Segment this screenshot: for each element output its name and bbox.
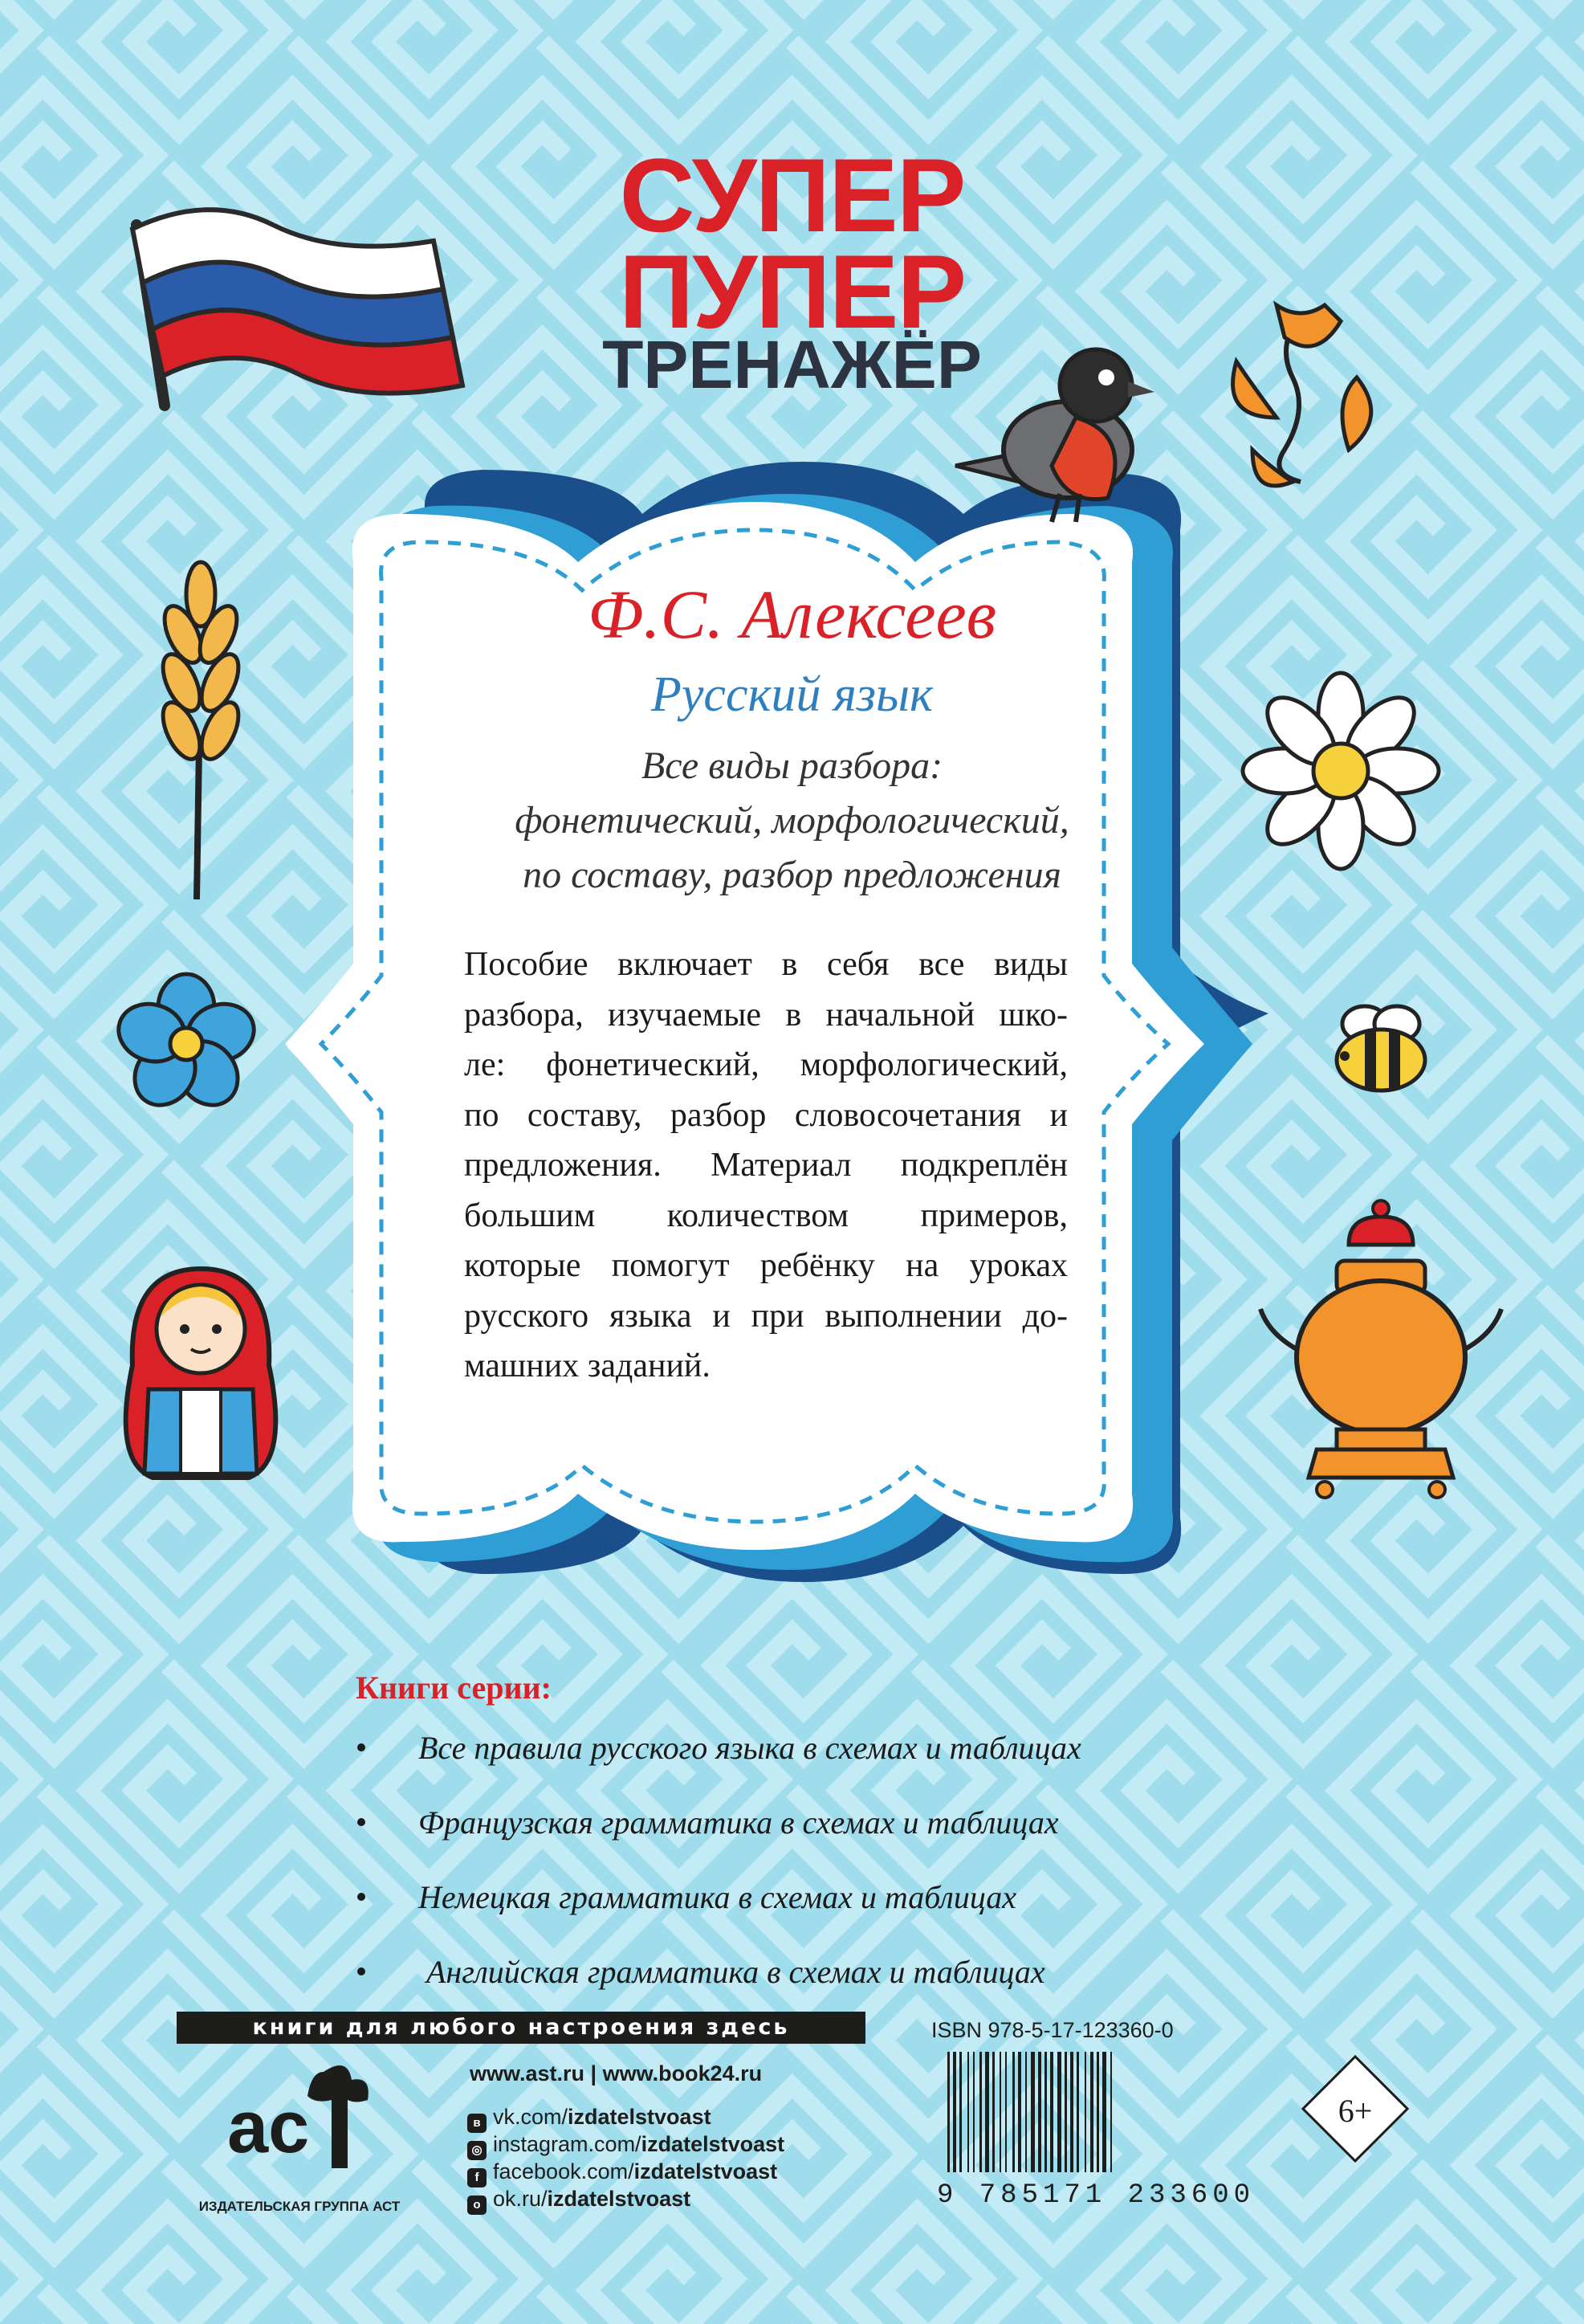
- vk-icon: в: [467, 2114, 487, 2133]
- description-line: разбора, изучаемые в начальной шко-: [464, 996, 1068, 1034]
- matryoshka-illustration: [126, 1269, 276, 1478]
- series-title-line3: ТРЕНАЖЁР: [602, 327, 982, 402]
- social-link-facebook[interactable]: [467, 2159, 777, 2187]
- bullet-icon: [357, 1893, 365, 1901]
- barcode-bar: [1077, 2052, 1079, 2172]
- bullet-icon: [357, 1818, 365, 1826]
- barcode-bar: [979, 2052, 982, 2172]
- barcode-bar: [1044, 2052, 1047, 2172]
- series-book-title: Все правила русского языка в схемах и таблицах: [418, 1730, 1081, 1766]
- barcode-digits: 9 785171 233600: [936, 2180, 1256, 2211]
- barcode-bar: [1110, 2052, 1112, 2172]
- description-line: ле: фонетический, морфологический,: [464, 1046, 1068, 1083]
- barcode-bar: [1097, 2052, 1099, 2172]
- svg-text:ас: ас: [227, 2086, 310, 2168]
- barcode-bar: [1070, 2052, 1073, 2172]
- book-subtitle: [0, 739, 1584, 903]
- barcode-bar: [1031, 2052, 1035, 2172]
- social-link-ok[interactable]: [467, 2187, 690, 2215]
- series-book-title: Немецкая грамматика в схемах и таблицах: [418, 1879, 1017, 1915]
- barcode-bar: [1057, 2052, 1061, 2172]
- social-prefix: facebook.com/: [493, 2159, 634, 2183]
- author-name: Ф.С. Алексеев: [587, 576, 997, 653]
- barcode-bar: [1050, 2052, 1053, 2172]
- barcode-bar: [1102, 2052, 1106, 2172]
- description-line: машних заданий.: [464, 1348, 711, 1384]
- description-line: предложения. Материал подкреплён: [464, 1147, 1068, 1184]
- social-link-vk[interactable]: [467, 2105, 711, 2133]
- subtitle-line: Все виды разбора:: [641, 744, 943, 787]
- description-line: русского языка и при выполнении до-: [464, 1297, 1068, 1335]
- barcode-bar: [992, 2052, 995, 2172]
- social-prefix: vk.com/: [493, 2105, 568, 2129]
- description-line: по составу, разбор словосочетания и: [464, 1096, 1068, 1134]
- ok-icon: о: [467, 2196, 487, 2215]
- series-book-title: Английская грамматика в схемах и таблицах: [426, 1954, 1045, 1990]
- subtitle-line: по составу, разбор предложения: [523, 854, 1061, 896]
- barcode-bar: [1065, 2052, 1067, 2172]
- barcode-bar: [1005, 2052, 1007, 2172]
- social-handle: izdatelstvoast: [641, 2132, 785, 2156]
- barcode-bar: [967, 2052, 969, 2172]
- tagline-banner: книги для любого настроения здесь: [177, 2012, 865, 2044]
- barcode-bar: [1090, 2052, 1093, 2172]
- social-link-instagram[interactable]: [467, 2132, 784, 2160]
- barcode-bar: [1025, 2052, 1027, 2172]
- barcode-bar: [973, 2052, 975, 2172]
- barcode-bar: [1012, 2052, 1015, 2172]
- series-books-heading: Книги серии:: [356, 1670, 552, 1706]
- social-prefix: instagram.com/: [493, 2132, 641, 2156]
- book-description: [464, 940, 1068, 1392]
- age-rating: 6+: [1338, 2093, 1373, 2129]
- series-title-line2: ПУПЕР: [618, 233, 966, 350]
- description-line: которые помогут ребёнку на уроках: [464, 1247, 1068, 1284]
- publisher-websites[interactable]: www.ast.ru | www.book24.ru: [470, 2061, 763, 2085]
- series-title-line1: СУПЕР: [619, 137, 965, 254]
- barcode-bar: [953, 2052, 956, 2172]
- subtitle-line: фонетический, морфологический,: [515, 799, 1069, 842]
- publisher-caption: ИЗДАТЕЛЬСКАЯ ГРУППА АСТ: [198, 2199, 401, 2214]
- barcode-bar: [1085, 2052, 1086, 2172]
- description-line: большим количеством примеров,: [464, 1197, 1068, 1234]
- book-subject: Русский язык: [651, 667, 933, 722]
- barcode-bar: [985, 2052, 989, 2172]
- bullet-icon: [357, 1967, 365, 1975]
- barcode-bar: [1018, 2052, 1021, 2172]
- bullet-icon: [357, 1743, 365, 1751]
- description-line: Пособие включает в себя все виды: [464, 946, 1068, 983]
- isbn-number: ISBN 978-5-17-123360-0: [931, 2018, 1174, 2042]
- social-handle: izdatelstvoast: [568, 2105, 711, 2129]
- barcode-bar: [1038, 2052, 1041, 2172]
- social-prefix: ok.ru/: [493, 2187, 548, 2211]
- barcode-bar: [959, 2052, 962, 2172]
- bee-illustration: [1337, 1006, 1425, 1091]
- social-handle: izdatelstvoast: [547, 2187, 691, 2211]
- social-handle: izdatelstvoast: [633, 2159, 778, 2183]
- barcode-bar: [1000, 2052, 1001, 2172]
- series-book-title: Французская грамматика в схемах и таблицах: [418, 1804, 1059, 1841]
- instagram-icon: ◎: [467, 2141, 487, 2160]
- facebook-icon: f: [467, 2168, 487, 2187]
- barcode-bar: [947, 2052, 950, 2172]
